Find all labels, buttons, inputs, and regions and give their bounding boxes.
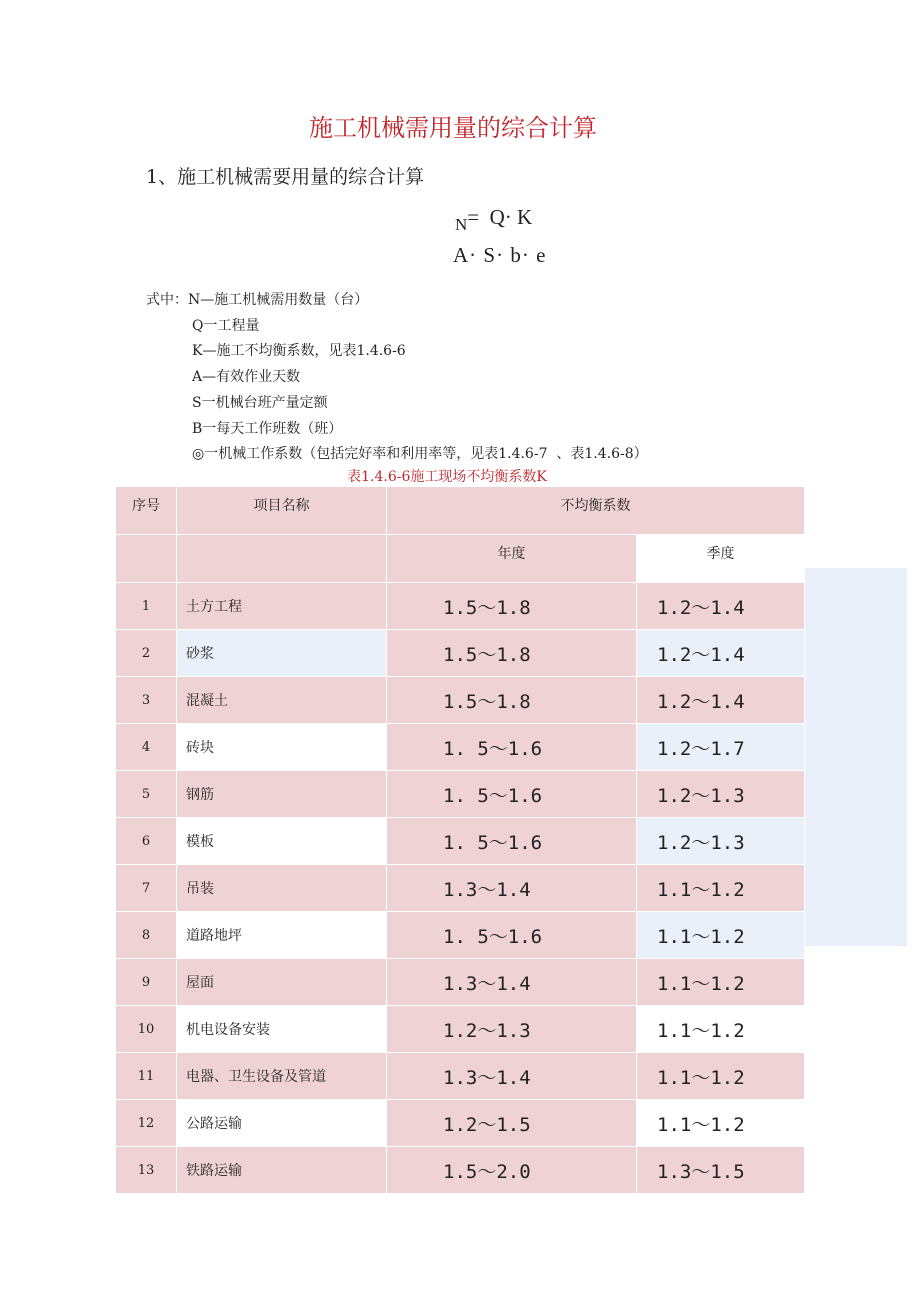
table-row: [116, 1006, 805, 1053]
table-row: [116, 1053, 805, 1100]
row-year: 1. 5〜1.6: [387, 912, 637, 959]
formula-numerator: [455, 205, 533, 234]
row-year: 1.5〜1.8: [387, 583, 637, 630]
row-name: 砂浆: [177, 630, 387, 677]
row-no: 1: [116, 583, 177, 630]
row-year: 1.3〜1.4: [387, 865, 637, 912]
formula-lhs: N: [455, 215, 468, 234]
table-caption: 表1.4.6-6施工现场不均衡系数K: [347, 469, 547, 485]
header-no: 序号: [116, 487, 177, 535]
header-quarter: 季度: [637, 535, 805, 583]
definition-line: K—施工不均衡系数，见表1.4.6-6: [192, 343, 406, 360]
row-quarter: 1.1〜1.2: [637, 1053, 805, 1100]
empty-cell: [116, 535, 177, 583]
row-year: 1.5〜1.8: [387, 677, 637, 724]
table-row: [116, 724, 805, 771]
table-row: [116, 630, 805, 677]
row-no: 9: [116, 959, 177, 1006]
header-year: 年度: [387, 535, 637, 583]
row-no: 2: [116, 630, 177, 677]
row-no: 4: [116, 724, 177, 771]
row-no: 12: [116, 1100, 177, 1147]
row-name: 混凝土: [177, 677, 387, 724]
row-no: 10: [116, 1006, 177, 1053]
row-no: 7: [116, 865, 177, 912]
row-name: 吊装: [177, 865, 387, 912]
row-year: 1.5〜2.0: [387, 1147, 637, 1194]
formula-equals: =: [467, 205, 480, 229]
row-year: 1.2〜1.3: [387, 1006, 637, 1053]
row-name: 钢筋: [177, 771, 387, 818]
row-quarter: 1.1〜1.2: [637, 865, 805, 912]
table-row: [116, 1100, 805, 1147]
definition-line: Q一工程量: [192, 317, 260, 334]
row-name: 模板: [177, 818, 387, 865]
row-year: 1.5〜1.8: [387, 630, 637, 677]
header-name: 项目名称: [177, 487, 387, 535]
row-quarter: 1.2〜1.4: [637, 677, 805, 724]
empty-cell: [177, 535, 387, 583]
row-name: 公路运输: [177, 1100, 387, 1147]
table-row: [116, 818, 805, 865]
table-row: [116, 1147, 805, 1194]
row-name: 土方工程: [177, 583, 387, 630]
table-header-row: [116, 487, 805, 535]
row-year: 1.3〜1.4: [387, 959, 637, 1006]
section-heading: 1、施工机械需要用量的综合计算: [146, 166, 425, 188]
row-quarter: 1.2〜1.3: [637, 818, 805, 865]
row-no: 6: [116, 818, 177, 865]
definition-line: 式中：N—施工机械需用数量（台）: [146, 292, 369, 308]
row-no: 8: [116, 912, 177, 959]
row-name: 道路地坪: [177, 912, 387, 959]
row-quarter: 1.2〜1.7: [637, 724, 805, 771]
row-quarter: 1.2〜1.3: [637, 771, 805, 818]
row-no: 3: [116, 677, 177, 724]
row-quarter: 1.1〜1.2: [637, 959, 805, 1006]
table-subheader-row: [116, 535, 805, 583]
row-year: 1. 5〜1.6: [387, 771, 637, 818]
formula-denominator: A· S· b· e: [453, 243, 547, 267]
background-shading: [804, 568, 907, 946]
row-no: 5: [116, 771, 177, 818]
row-name: 砖块: [177, 724, 387, 771]
row-quarter: 1.2〜1.4: [637, 630, 805, 677]
header-coef: 不均衡系数: [387, 487, 805, 535]
table-row: [116, 771, 805, 818]
row-no: 11: [116, 1053, 177, 1100]
formula-numerator-text: Q· K: [489, 205, 533, 229]
row-no: 13: [116, 1147, 177, 1194]
definition-line: A—有效作业天数: [192, 369, 301, 386]
coefficient-table: [115, 486, 805, 1194]
row-quarter: 1.3〜1.5: [637, 1147, 805, 1194]
row-quarter: 1.1〜1.2: [637, 1006, 805, 1053]
table-row: [116, 677, 805, 724]
row-quarter: 1.2〜1.4: [637, 583, 805, 630]
row-name: 电器、卫生设备及管道: [177, 1053, 387, 1100]
table-row: [116, 865, 805, 912]
table-row: [116, 959, 805, 1006]
row-name: 铁路运输: [177, 1147, 387, 1194]
row-quarter: 1.1〜1.2: [637, 912, 805, 959]
row-year: 1.3〜1.4: [387, 1053, 637, 1100]
definition-line: B一每天工作班数（班）: [192, 420, 343, 437]
table-row: [116, 583, 805, 630]
definition-line: ◎一机械工作系数（包括完好率和利用率等，见表1.4.6-7 、表1.4.6-8）: [192, 446, 648, 463]
row-name: 屋面: [177, 959, 387, 1006]
row-year: 1.2〜1.5: [387, 1100, 637, 1147]
row-year: 1. 5〜1.6: [387, 818, 637, 865]
row-year: 1. 5〜1.6: [387, 724, 637, 771]
document-title: 施工机械需用量的综合计算: [309, 114, 597, 142]
table-row: [116, 912, 805, 959]
row-quarter: 1.1〜1.2: [637, 1100, 805, 1147]
row-name: 机电设备安装: [177, 1006, 387, 1053]
definitions: [146, 288, 648, 468]
definition-line: S一机械台班产量定额: [192, 394, 328, 411]
